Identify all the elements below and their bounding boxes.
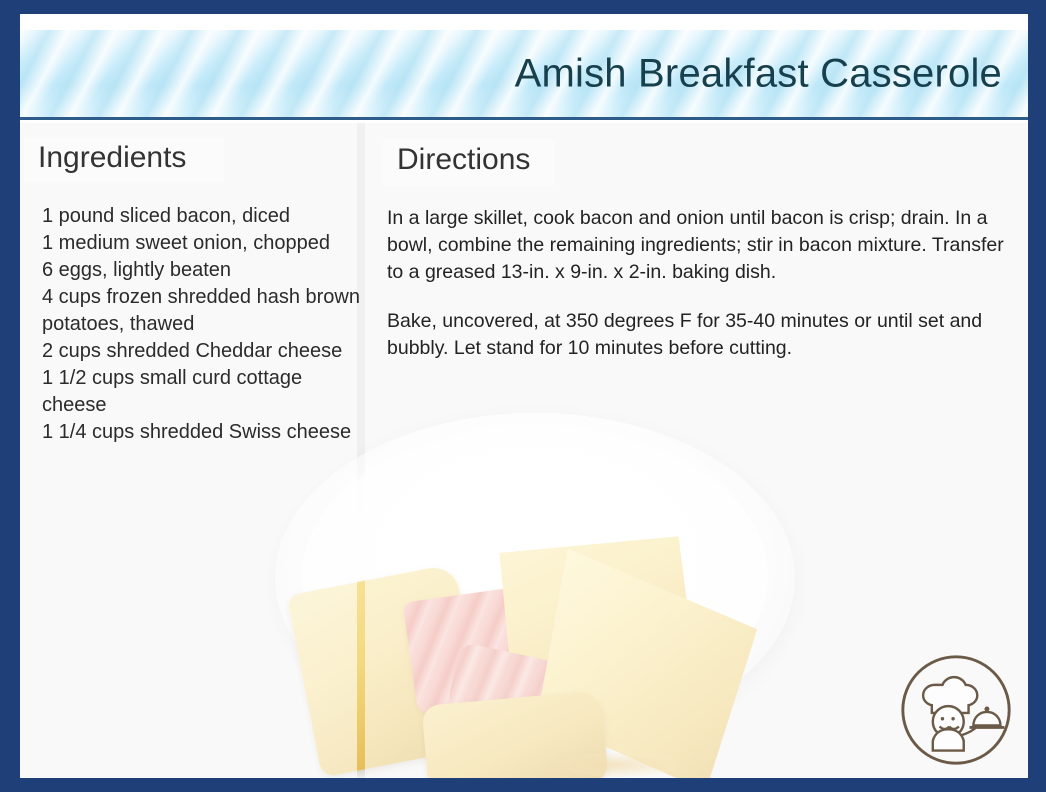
directions-heading: Directions — [383, 139, 555, 185]
chef-with-cloche-logo — [898, 652, 1014, 768]
title-banner — [20, 30, 1028, 120]
list-item: 1 pound sliced bacon, diced — [42, 205, 290, 227]
directions-body — [387, 205, 1012, 384]
slide-canvas — [20, 14, 1028, 778]
ingredients-list — [42, 203, 372, 446]
directions-paragraph: Bake, uncovered, at 350 degrees F for 35-40 minutes or until set and bubbly. Let stand for 10 minutes before cutting. — [387, 310, 983, 359]
list-item: 1 1/2 cups small curd cottage cheese — [42, 367, 303, 416]
list-item: 4 cups frozen shredded hash brown potatoes, thawed — [42, 286, 360, 335]
list-item: 2 cups shredded Cheddar cheese — [42, 340, 343, 362]
list-item: 1 1/4 cups shredded Swiss cheese — [42, 421, 352, 443]
list-item: 1 medium sweet onion, chopped — [42, 232, 330, 254]
directions-paragraph: In a large skillet, cook bacon and onion until bacon is crisp; drain. In a bowl, combine the remaining ingredients; stir in bacon mixture. Transfer to a greased 13-in. x 9-in. x 2-in. baking dish. — [387, 207, 1004, 283]
list-item: 6 eggs, lightly beaten — [42, 259, 232, 281]
page-title: Amish Breakfast Casserole — [514, 51, 1002, 95]
ingredients-heading: Ingredients — [24, 137, 224, 183]
ingredients-panel — [20, 123, 360, 778]
